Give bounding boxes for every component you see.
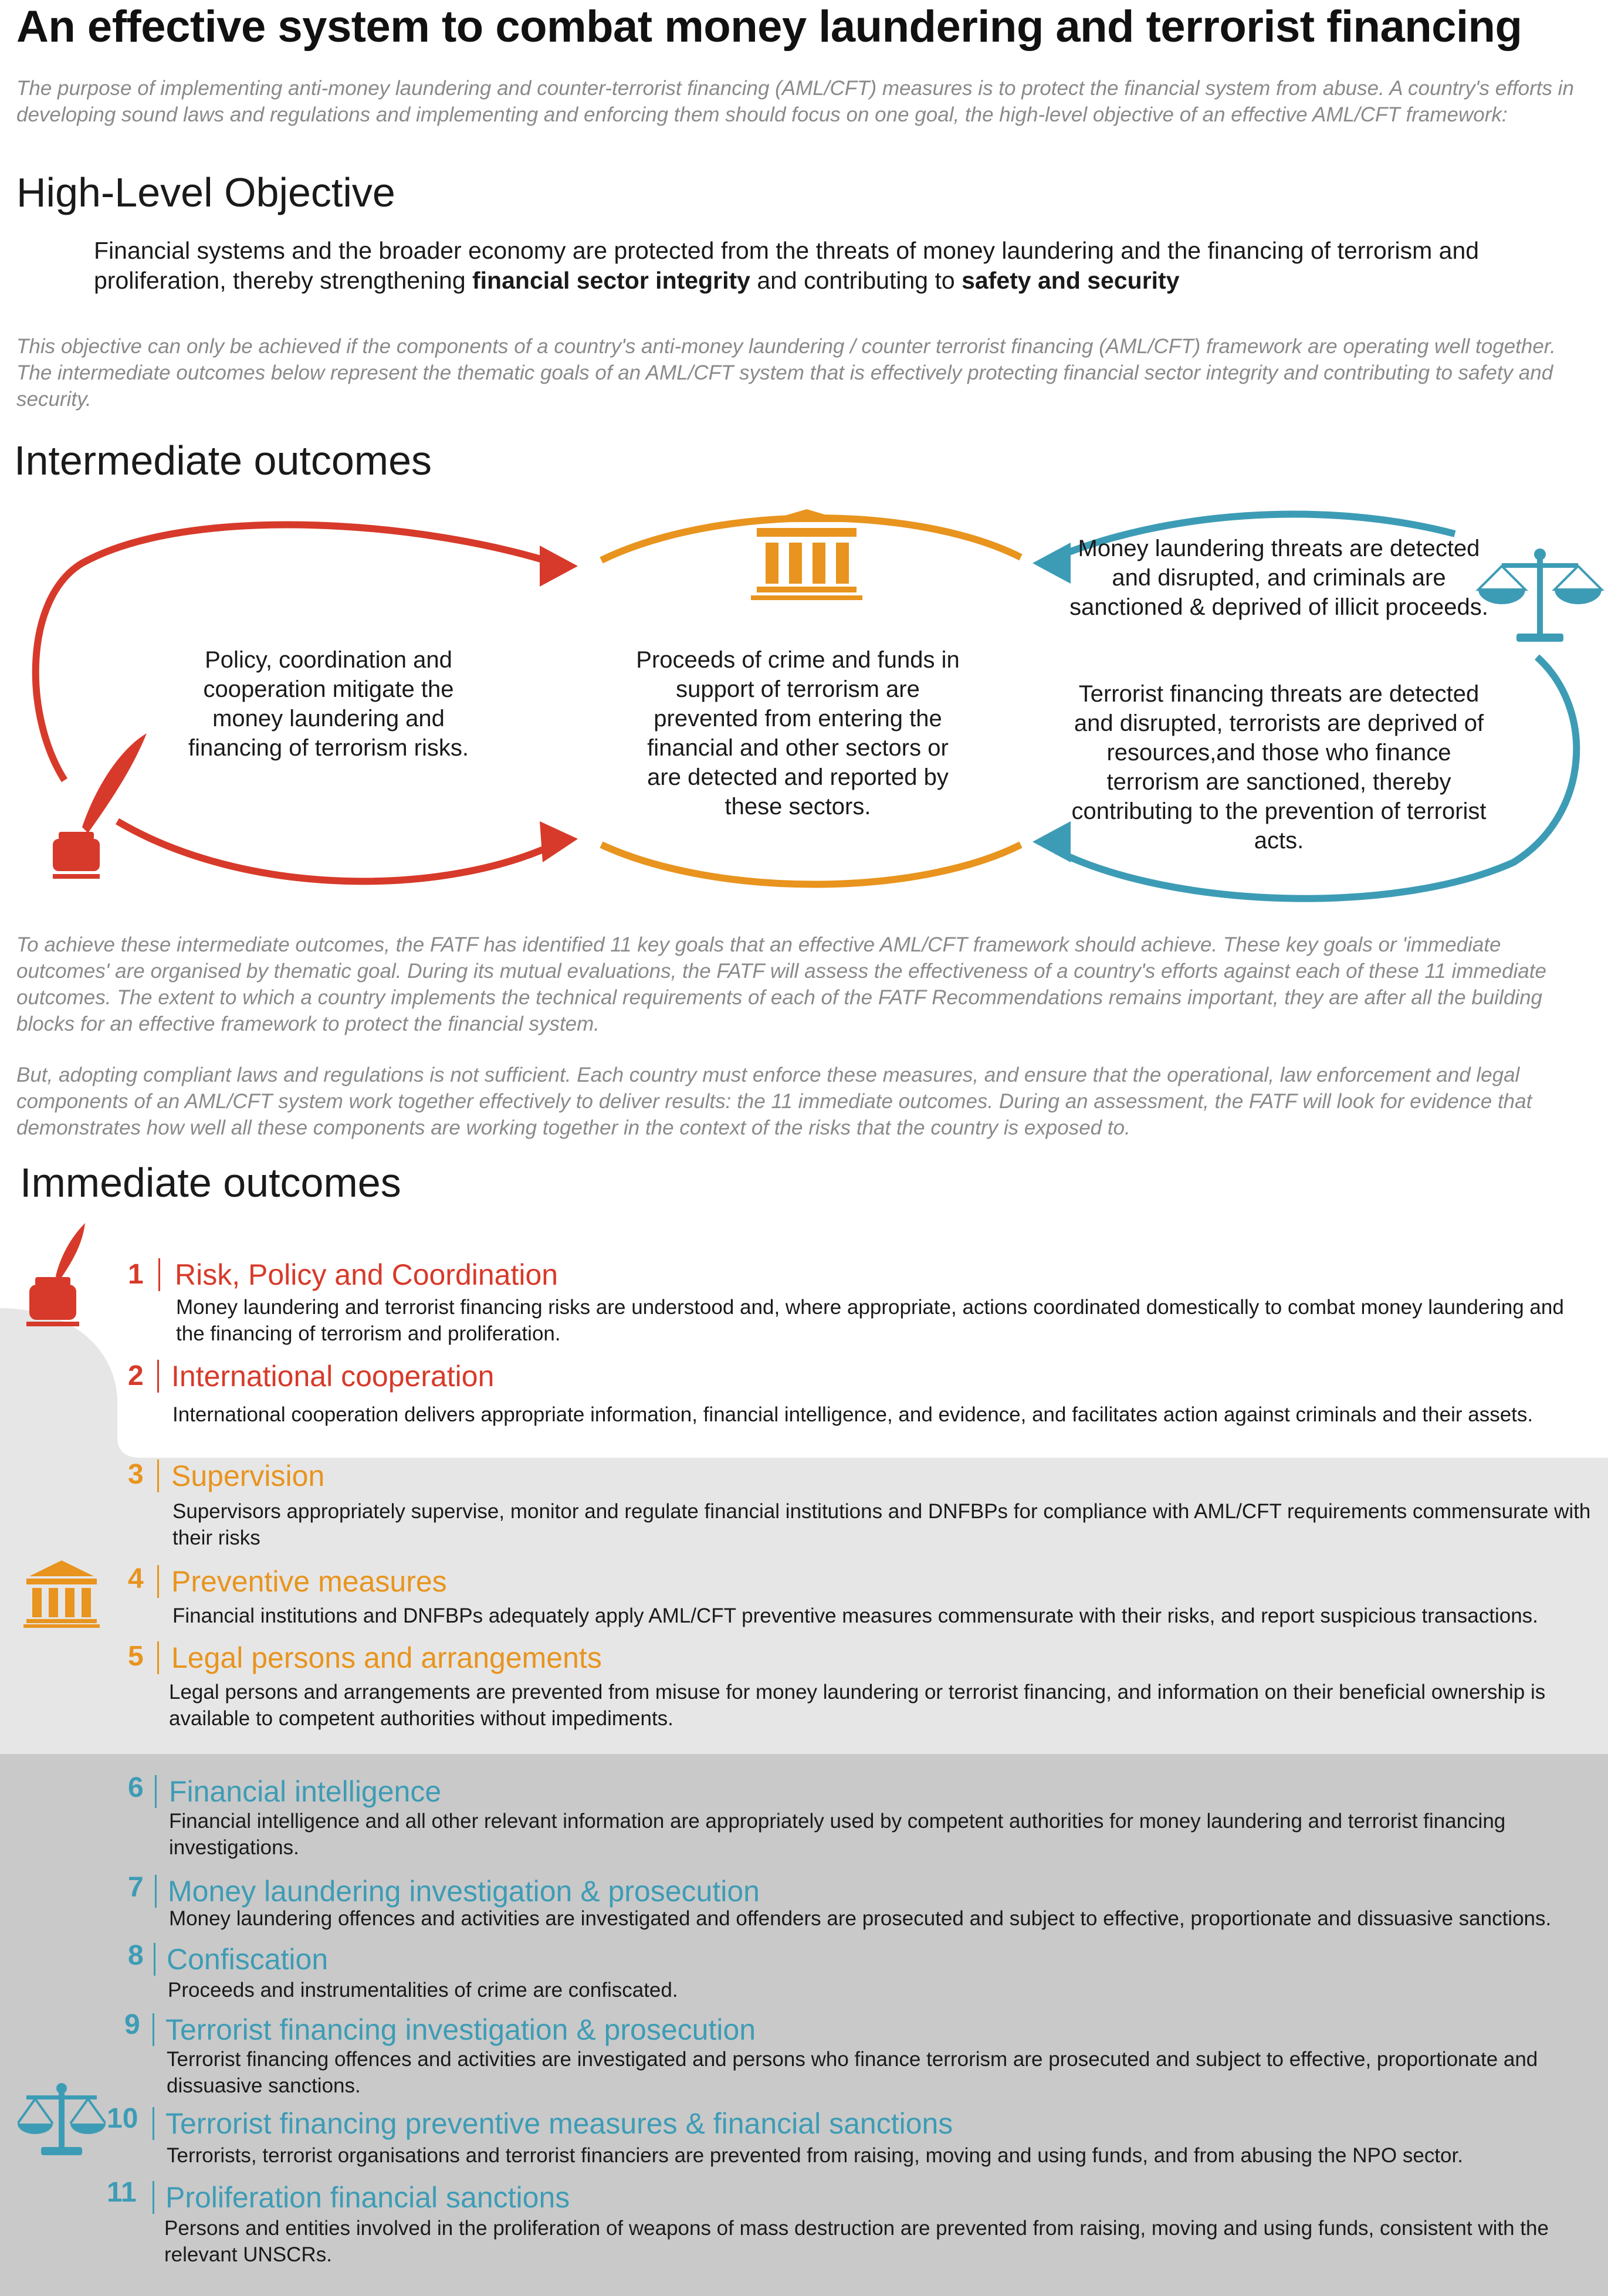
- outcome-description: Proceeds and instrumentalities of crime are confiscated.: [168, 1979, 678, 2002]
- objective-note-paragraph: This objective can only be achieved if the components of a country's anti-money laundering / counter terrorist financing (AML/CFT) framework are operating well together. The intermediate outcomes below represent the thematic goals of an AML/CFT system that is effectively protecting financial sector integrity and contributing to safety and security.: [16, 335, 1556, 411]
- outcome-number: 9: [124, 2009, 140, 2040]
- immediate-outcomes-heading: Immediate outcomes: [20, 1160, 401, 1205]
- outcome-divider: [153, 2107, 154, 2140]
- red-arrow-head: [540, 821, 578, 862]
- intermediate-outcome-prevention: Proceeds of crime and funds in support of terrorism are prevented from entering the financial and other sectors or are detected and reported by these sectors.: [636, 647, 960, 819]
- scales-of-justice-icon: [18, 2082, 106, 2159]
- outcome-number: 5: [128, 1641, 144, 1672]
- outcome-divider: [153, 2181, 154, 2214]
- outcome-description: Supervisors appropriately supervise, monitor and regulate financial institutions and DNFBPs for compliance with AML/CFT requirements commensurate with their risks: [172, 1500, 1591, 1549]
- page-title: An effective system to combat money laundering and terrorist financing: [16, 2, 1522, 52]
- achieve-outcomes-paragraph: To achieve these intermediate outcomes, the FATF has identified 11 key goals that an effective AML/CFT framework should achieve. These key goals or 'immediate outcomes' are organised by thematic goal. During its mutual evaluations, the FATF will assess the effectiveness of a country's efforts against each of these 11 immediate outcomes. The extent to which a country implements the technical requirements of each of the FATF Recommendations remains important, they are after all the building blocks for an effective framework to protect the financial system.: [16, 933, 1546, 1035]
- outcome-divider: [155, 1775, 157, 1808]
- outcome-divider: [158, 1258, 160, 1291]
- hlo-bold-safety: safety and security: [962, 267, 1180, 294]
- outcome-description: Terrorists, terrorist organisations and terrorist financiers are prevented from raising, moving and using funds, and from abusing the NPO sector.: [167, 2144, 1463, 2167]
- quill-and-inkpot-icon: [23, 1223, 88, 1329]
- outcome-divider: [154, 1943, 155, 1976]
- outcome-description: Terrorist financing offences and activities are investigated and persons who finance terrorism are prosecuted and subject to effective, proportionate and dissuasive sanctions.: [167, 2048, 1538, 2097]
- outcome-divider: [155, 1875, 157, 1908]
- outcome-description: Money laundering offences and activities are investigated and offenders are prosecuted and subject to effective, proportionate and dissuasive sanctions.: [169, 1907, 1552, 1930]
- hlo-text-part: Financial systems and the broader economy are protected from the threats of money laundering and the financing of terrorism and proliferation, thereby strengthening: [94, 237, 1480, 294]
- outcome-description: Financial intelligence and all other relevant information are appropriately used by competent authorities for money laundering and terrorist financing investigations.: [169, 1810, 1506, 1859]
- red-cycle-arc: [117, 821, 560, 881]
- hlo-text-part: and contributing to: [750, 267, 962, 294]
- outcome-divider: [157, 1360, 159, 1393]
- outcome-divider: [157, 1641, 159, 1674]
- intermediate-outcomes-heading: Intermediate outcomes: [14, 438, 432, 483]
- outcome-number: 1: [128, 1259, 144, 1290]
- outcome-number: 6: [128, 1772, 144, 1803]
- outcome-title: Terrorist financing preventive measures & financial sanctions: [165, 2107, 953, 2140]
- outcome-divider: [157, 1459, 159, 1492]
- orange-cycle-arc: [601, 845, 1021, 885]
- outcome-number: 8: [128, 1940, 144, 1971]
- outcome-divider: [157, 1565, 159, 1598]
- outcome-title: International cooperation: [171, 1360, 495, 1393]
- quill-and-inkpot-icon: [53, 733, 147, 879]
- intro-paragraph: The purpose of implementing anti-money laundering and counter-terrorist financing (AML/CFT) measures is to protect the financial system from abuse. A country's efforts in developing sound laws and regulations and implementing and enforcing them should focus on one goal, the high-level objective of an effective AML/CFT framework:: [16, 77, 1574, 126]
- outcome-number: 4: [128, 1563, 144, 1594]
- outcome-title: Risk, Policy and Coordination: [175, 1258, 558, 1291]
- outcome-title: Legal persons and arrangements: [171, 1641, 602, 1674]
- scales-of-justice-icon: [1478, 548, 1602, 642]
- enforcement-paragraph: But, adopting compliant laws and regulations is not sufficient. Each country must enforce these measures, and ensure that the operational, law enforcement and legal components of an AML/CFT system work together effectively to deliver results: the 11 immediate outcomes. During an assessment, the FATF will look for evidence that demonstrates how well all these components are working together in the context of the risks that the country is exposed to.: [16, 1064, 1532, 1139]
- outcome-description: Financial institutions and DNFBPs adequately apply AML/CFT preventive measures commensurate with their risks, and report suspicious transactions.: [172, 1604, 1538, 1627]
- outcome-title: Money laundering investigation & prosecution: [168, 1875, 760, 1908]
- intermediate-outcome-ml-threats: Money laundering threats are detected and disrupted, and criminals are sanctioned & deprived of illicit proceeds.: [1069, 536, 1488, 620]
- outcome-number: 7: [128, 1872, 144, 1903]
- outcome-title: Preventive measures: [171, 1565, 447, 1598]
- outcome-number: 11: [107, 2177, 137, 2208]
- outcome-title: Confiscation: [167, 1943, 329, 1976]
- outcome-description: Persons and entities involved in the proliferation of weapons of mass destruction are prevented from raising, moving and using funds, consistent with the relevant UNSCRs.: [164, 2217, 1549, 2266]
- hlo-bold-integrity: financial sector integrity: [472, 267, 750, 294]
- outcome-description: International cooperation delivers appropriate information, financial intelligence, and evidence, and facilitates action against criminals and their assets.: [172, 1403, 1533, 1426]
- outcome-title: Financial intelligence: [169, 1775, 442, 1808]
- outcome-number: 2: [128, 1360, 144, 1391]
- outcome-title: Proliferation financial sanctions: [165, 2181, 570, 2214]
- outcome-number: 3: [128, 1459, 144, 1490]
- outcome-description: Money laundering and terrorist financing risks are understood and, where appropriate, actions coordinated domestically to combat money laundering and the financing of terrorism and proliferation.: [176, 1296, 1564, 1345]
- intermediate-outcome-tf-threats: Terrorist financing threats are detected and disrupted, terrorists are deprived of resources,and those who finance terrorism are sanctioned, thereby contributing to the prevention of terrorist acts.: [1071, 681, 1487, 854]
- red-arrow-head: [540, 546, 578, 587]
- intermediate-outcome-policy: Policy, coordination and cooperation mitigate the money laundering and financing of terrorism risks.: [188, 647, 469, 761]
- outcome-divider: [153, 2013, 154, 2046]
- high-level-objective-heading: High-Level Objective: [16, 170, 395, 215]
- outcome-description: Legal persons and arrangements are prevented from misuse for money laundering or terrorist financing, and information on their beneficial ownership is available to competent authorities without impediments.: [169, 1681, 1546, 1730]
- orange-cycle-arc: [601, 518, 1021, 560]
- outcome-number: 10: [107, 2103, 138, 2134]
- high-level-objective-text: [94, 236, 1572, 296]
- outcome-title: Supervision: [171, 1459, 325, 1492]
- outcome-title: Terrorist financing investigation & prosecution: [165, 2013, 756, 2046]
- institution-building-icon: [23, 1557, 100, 1628]
